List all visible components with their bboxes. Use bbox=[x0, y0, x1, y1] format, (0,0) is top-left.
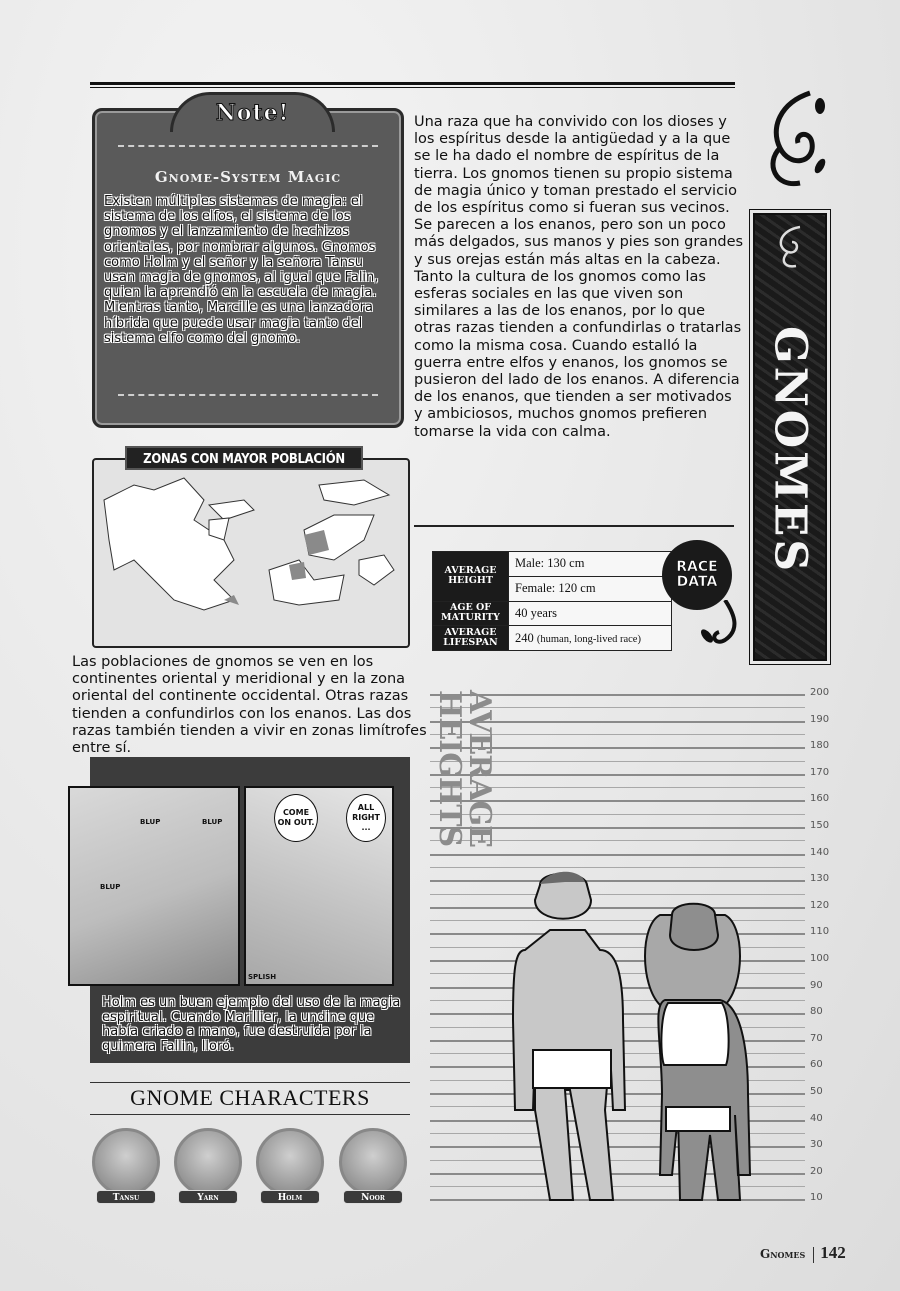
comic-caption: Holm es un buen ejemplo del uso de la magia espiritual. Cuando Marillier, la undine que había criado a mano, fue destruida por la quimera Fallin, lloró. bbox=[102, 995, 401, 1054]
height-tick-label: 10 bbox=[810, 1192, 823, 1204]
avatar-label: Yarn bbox=[178, 1190, 238, 1204]
note-body: Existen múltiples sistemas de magia: el sistema de los elfos, el sistema de los gnomos y el lanzamiento de hechizos orientales, por nombrar algunos. Gnomos como Holm y el señor y la señora Tansu usan magia de gnomos, al igual que Falin, quien la aprendió en la escuela de magia. Mientras tanto, Marcille es una lanzadora híbrida que puede usar magia tanto del sistema elfo como del gnomo. bbox=[104, 194, 379, 346]
height-tick-label: 80 bbox=[810, 1006, 823, 1018]
avatar-noor bbox=[339, 1128, 407, 1196]
sfx-text: BLUP bbox=[100, 883, 121, 891]
badge-line: RACE bbox=[676, 559, 718, 575]
section-rule bbox=[414, 525, 734, 527]
height-tick-label: 180 bbox=[810, 740, 830, 752]
lifespan-value: 240 bbox=[515, 630, 534, 645]
height-tick-label: 140 bbox=[810, 846, 830, 858]
avatar-label: Tansu bbox=[96, 1190, 156, 1204]
map-caption: Las poblaciones de gnomos se ven en los continentes oriental y meridional y en la zona oriental del continente occidental. Otras razas tienden a confundirlos con los enanos. Las dos razas también tienden a vivir en zonas limítrofes entre sí. bbox=[72, 654, 427, 757]
title-line: HEIGHTS bbox=[432, 690, 467, 847]
row-value: 40 years bbox=[509, 601, 672, 626]
height-tick-label: 30 bbox=[810, 1139, 823, 1151]
sfx-text: BLUP bbox=[202, 818, 223, 826]
sfx-text: SPLISH bbox=[248, 973, 277, 981]
top-rule bbox=[90, 82, 735, 88]
height-tick-label: 170 bbox=[810, 766, 830, 778]
row-value bbox=[509, 626, 672, 651]
page-footer bbox=[760, 1243, 846, 1263]
height-tick-label: 150 bbox=[810, 820, 830, 831]
height-tick-label: 190 bbox=[810, 713, 830, 725]
banner-flourish-icon bbox=[770, 222, 810, 272]
row-value: Female: 120 cm bbox=[509, 576, 672, 601]
speech-bubble: COME ON OUT. bbox=[274, 794, 318, 842]
height-tick-label: 130 bbox=[810, 873, 830, 885]
flourish-ornament-icon bbox=[750, 88, 830, 198]
comic-panel-left bbox=[68, 786, 240, 986]
height-tick-label: 70 bbox=[810, 1032, 823, 1044]
avatar-label: Noor bbox=[343, 1190, 403, 1204]
world-map-icon bbox=[94, 460, 408, 646]
note-title: Note! bbox=[215, 100, 290, 126]
characters-rule bbox=[90, 1114, 410, 1115]
table-row bbox=[433, 552, 672, 577]
row-label: AVERAGE HEIGHT bbox=[433, 552, 509, 602]
speech-bubble: ALL RIGHT ... bbox=[346, 794, 386, 842]
note-divider bbox=[118, 394, 378, 396]
characters-title: GNOME CHARACTERS bbox=[130, 1085, 370, 1110]
female-gnome-figure bbox=[630, 895, 755, 1210]
race-data-table bbox=[432, 551, 672, 651]
table-row bbox=[433, 601, 672, 626]
intro-text: Una raza que ha convivido con los dioses y los espíritus desde la antigüedad y a la que se le ha dado el nombre de espíritus de la tierra. Los gnomos tienen su propio sistema de magia único y toman prestado el servicio de los espíritus como si fueran sus vecinos. Se parecen a los enanos, pero son un poco más delgados, sus manos y pies son grandes y sus orejas están más altas en la cabeza. Tanto la cultura de los gnomos como las esferas sociales en las que viven son similares a las de los enanos, por lo que otras razas tienden a confundirlas o tratarlas como la misma cosa. Cuando estalló la guerra entre elfos y enanos, los gnomos se pusieron del lado de los enanos. A diferencia de los enanos, que tienden a ser motivados y ambiciosos, muchos gnomos prefieren tomarse la vida con calma. bbox=[414, 114, 744, 440]
avatar-yarn bbox=[174, 1128, 242, 1196]
population-map bbox=[92, 458, 410, 648]
footer-section: Gnomes bbox=[760, 1247, 806, 1261]
row-value: Male: 130 cm bbox=[509, 552, 672, 577]
avatar-holm bbox=[256, 1128, 324, 1196]
height-tick-label: 50 bbox=[810, 1086, 823, 1097]
height-tick-label: 200 bbox=[810, 687, 830, 698]
height-chart-title bbox=[432, 690, 497, 865]
table-row bbox=[433, 626, 672, 651]
height-tick-label: 60 bbox=[810, 1059, 823, 1071]
height-tick-label: 90 bbox=[810, 979, 823, 991]
height-tick-label: 100 bbox=[810, 953, 830, 964]
height-tick-label: 20 bbox=[810, 1165, 823, 1177]
height-tick-label: 110 bbox=[810, 926, 830, 938]
map-label: ZONAS CON MAYOR POBLACIÓN bbox=[125, 446, 363, 470]
height-tick-label: 40 bbox=[810, 1112, 823, 1124]
comic-panel-right bbox=[244, 786, 394, 986]
row-label: AGE OF MATURITY bbox=[433, 601, 509, 626]
badge-line: DATA bbox=[676, 574, 718, 590]
page-number: 142 bbox=[820, 1243, 846, 1262]
characters-rule bbox=[90, 1082, 410, 1083]
sfx-text: BLUP bbox=[140, 818, 161, 826]
note-subtitle: Gnome-System Magic bbox=[154, 168, 342, 186]
height-gridline-minor bbox=[430, 867, 805, 868]
note-divider bbox=[118, 145, 378, 147]
height-tick-label: 160 bbox=[810, 793, 830, 805]
male-gnome-figure bbox=[495, 870, 630, 1210]
height-tick-label: 120 bbox=[810, 899, 830, 911]
lifespan-note: (human, long-lived race) bbox=[536, 633, 641, 645]
row-label: AVERAGE LIFESPAN bbox=[433, 626, 509, 651]
section-title: GNOMES bbox=[764, 325, 816, 575]
swirl-ornament-icon bbox=[695, 600, 745, 660]
avatar-tansu bbox=[92, 1128, 160, 1196]
title-line: AVERAGE bbox=[462, 690, 497, 847]
footer-divider bbox=[813, 1247, 814, 1263]
avatar-label: Holm bbox=[260, 1190, 320, 1204]
